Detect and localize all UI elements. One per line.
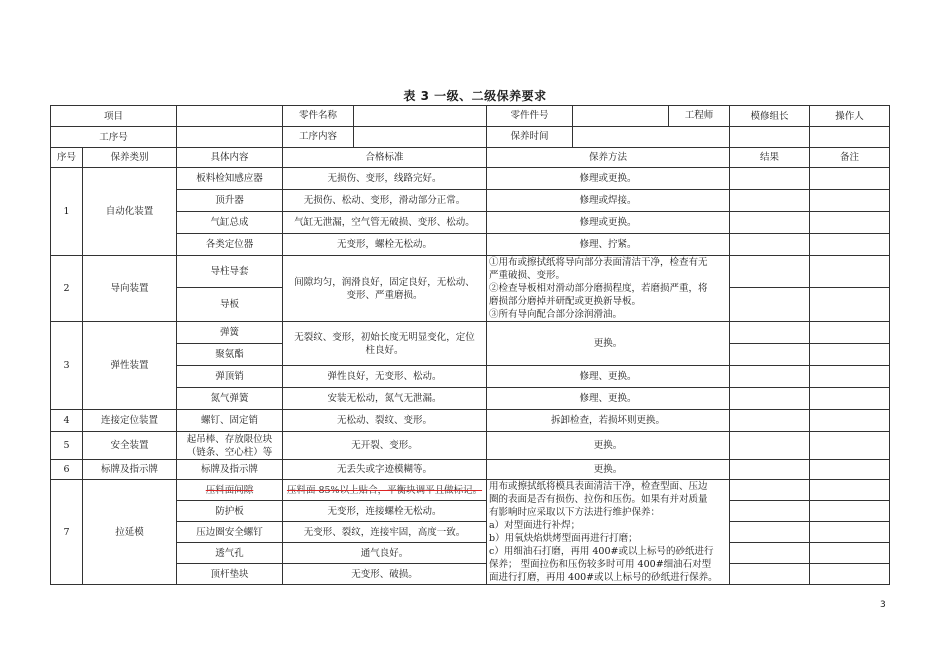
table-row — [51, 168, 890, 190]
remark-cell[interactable] — [810, 322, 890, 344]
content-cell: 螺钉、固定销 — [177, 410, 283, 432]
result-cell[interactable] — [730, 256, 810, 288]
remark-cell[interactable] — [810, 501, 890, 522]
remark-cell[interactable] — [810, 168, 890, 190]
part-no-value[interactable] — [573, 106, 669, 126]
content-cell: 标牌及指示牌 — [177, 460, 283, 480]
content-cell: 压边圈安全螺钉 — [177, 522, 283, 543]
method-cell — [487, 256, 730, 322]
method-line: 严重破损、变形。 — [489, 270, 566, 281]
standard-cell — [283, 322, 487, 366]
remark-cell[interactable] — [810, 234, 890, 256]
group-category: 连接定位装置 — [83, 410, 177, 432]
method-line: ③所有导向配合部分涂润滑油。 — [489, 309, 623, 320]
content-cell — [177, 480, 283, 501]
table-row — [51, 432, 890, 460]
table-row — [51, 388, 890, 410]
result-cell[interactable] — [730, 190, 810, 212]
group-no: 4 — [51, 410, 83, 432]
remark-cell[interactable] — [810, 212, 890, 234]
result-cell[interactable] — [730, 234, 810, 256]
process-content-label: 工序内容 — [283, 127, 354, 147]
result-cell[interactable] — [730, 322, 810, 344]
content-line: 起吊棒、存放限位块 — [186, 433, 273, 445]
group-category: 弹性装置 — [83, 322, 177, 410]
method-line: 面进行打磨，再用 400#或以上标号的砂纸进行保养。 — [489, 572, 718, 583]
col-header-method: 保养方法 — [487, 148, 730, 168]
table-row — [51, 366, 890, 388]
standard-cell: 安装无松动，氮气无泄漏。 — [283, 388, 487, 410]
team-leader-value[interactable] — [730, 127, 810, 148]
result-cell[interactable] — [730, 543, 810, 564]
content-cell: 导板 — [177, 288, 283, 322]
result-cell[interactable] — [730, 366, 810, 388]
method-line: a）对型面进行补焊； — [489, 520, 581, 531]
method-line: 保养； 型面拉伤和压伤较多时可用 400#细油石对型 — [489, 559, 712, 570]
method-cell: 更换。 — [487, 460, 730, 480]
column-header-row — [51, 148, 890, 168]
table-row — [51, 543, 890, 564]
maintenance-table — [50, 105, 890, 585]
remark-cell[interactable] — [810, 288, 890, 322]
content-cell: 防护板 — [177, 501, 283, 522]
part-no-label: 零件件号 — [487, 106, 573, 126]
header-row-2 — [51, 127, 890, 148]
standard-line: 间隙均匀，润滑良好，固定良好，无松动、 — [294, 276, 475, 288]
method-line: 用布或擦拭纸将模具表面清洁干净，检查型面、压边 — [489, 481, 708, 492]
table-row — [51, 234, 890, 256]
content-cell: 板料检知感应器 — [177, 168, 283, 190]
table-title: 表 3 一级、二级保养要求 — [403, 89, 547, 103]
standard-cell: 无变形，连接螺栓无松动。 — [283, 501, 487, 522]
struck-content: 压料面间隙 — [205, 484, 254, 496]
maint-time-label: 保养时间 — [487, 127, 573, 147]
team-leader-label: 模修组长 — [730, 106, 810, 127]
remark-cell[interactable] — [810, 256, 890, 288]
group-no: 1 — [51, 168, 83, 256]
remark-cell[interactable] — [810, 543, 890, 564]
standard-line: 无裂纹、变形，初始长度无明显变化，定位 — [294, 331, 475, 343]
group-category: 安全装置 — [83, 432, 177, 460]
standard-cell — [283, 256, 487, 322]
page-number: 3 — [880, 600, 886, 610]
remark-cell[interactable] — [810, 564, 890, 585]
table-row — [51, 480, 890, 501]
method-line: ①用布或擦拭纸将导向部分表面清洁干净，检查有无 — [489, 257, 708, 268]
content-cell: 氮气弹簧 — [177, 388, 283, 410]
content-cell: 各类定位器 — [177, 234, 283, 256]
standard-cell: 无损伤、变形，线路完好。 — [283, 168, 487, 190]
standard-cell: 无丢失或字迹模糊等。 — [283, 460, 487, 480]
col-header-remark: 备注 — [810, 148, 890, 168]
item-label: 项目 — [51, 106, 177, 127]
table-row — [51, 256, 890, 288]
remark-cell[interactable] — [810, 522, 890, 543]
standard-line: 柱良好。 — [365, 344, 404, 356]
method-line: ②检查导板相对滑动部分磨损程度，若磨损严重，将 — [489, 283, 708, 294]
standard-cell: 无变形，螺栓无松动。 — [283, 234, 487, 256]
maint-time-value[interactable] — [573, 127, 729, 147]
struck-standard: 压料面 85%以上贴合，平衡块调平且做标记。 — [286, 484, 483, 496]
remark-cell[interactable] — [810, 410, 890, 432]
result-cell[interactable] — [730, 501, 810, 522]
table-row — [51, 410, 890, 432]
result-cell[interactable] — [730, 288, 810, 322]
table-row — [51, 564, 890, 585]
table-row — [51, 212, 890, 234]
col-header-result: 结果 — [730, 148, 810, 168]
standard-cell: 无开裂、变形。 — [283, 432, 487, 460]
group-category: 自动化装置 — [83, 168, 177, 256]
method-cell: 修理或更换。 — [487, 168, 730, 190]
content-cell: 顶升器 — [177, 190, 283, 212]
method-cell: 拆卸检查，若损坏则更换。 — [487, 410, 730, 432]
result-cell[interactable] — [730, 522, 810, 543]
method-cell — [487, 480, 730, 585]
table-row — [51, 460, 890, 480]
method-cell: 修理、更换。 — [487, 366, 730, 388]
standard-cell: 通气良好。 — [283, 543, 487, 564]
standard-cell: 气缸无泄漏，空气管无破损、变形、松动。 — [283, 212, 487, 234]
remark-cell[interactable] — [810, 460, 890, 480]
group-no: 7 — [51, 480, 83, 585]
method-cell: 修理、更换。 — [487, 388, 730, 410]
method-line: 圈的表面是否有损伤、拉伤和压伤。如果有并对质量 — [489, 494, 708, 505]
standard-cell: 无损伤、松动、变形，滑动部分正常。 — [283, 190, 487, 212]
result-cell[interactable] — [730, 460, 810, 480]
group-no: 6 — [51, 460, 83, 480]
method-cell: 更换。 — [487, 322, 730, 366]
process-no-value[interactable] — [177, 127, 283, 148]
content-cell: 弹簧 — [177, 322, 283, 344]
group-no: 3 — [51, 322, 83, 410]
method-line: b）用氧炔焰烘烤型面再进行打磨； — [489, 533, 638, 544]
result-cell[interactable] — [730, 388, 810, 410]
table-row — [51, 322, 890, 344]
group-category: 标牌及指示牌 — [83, 460, 177, 480]
remark-cell[interactable] — [810, 190, 890, 212]
table-row — [51, 522, 890, 543]
remark-cell[interactable] — [810, 480, 890, 501]
result-cell[interactable] — [730, 212, 810, 234]
result-cell[interactable] — [730, 168, 810, 190]
group-category: 拉延模 — [83, 480, 177, 585]
col-header-standard: 合格标准 — [283, 148, 487, 168]
content-line: （链条、空心柱）等 — [186, 446, 273, 458]
content-cell: 顶杆垫块 — [177, 564, 283, 585]
standard-cell: 无变形、破损。 — [283, 564, 487, 585]
remark-cell[interactable] — [810, 366, 890, 388]
engineer-label: 工程师 — [684, 110, 714, 121]
result-cell[interactable] — [730, 410, 810, 432]
method-line: c）用细油石打磨，再用 400#或以上标号的砂纸进行 — [489, 546, 714, 557]
content-cell: 气缸总成 — [177, 212, 283, 234]
table-row — [51, 501, 890, 522]
method-cell: 修理或焊接。 — [487, 190, 730, 212]
result-cell[interactable] — [730, 344, 810, 366]
remark-cell[interactable] — [810, 344, 890, 366]
col-header-content: 具体内容 — [177, 148, 283, 168]
part-name-value[interactable] — [354, 106, 486, 126]
content-cell: 透气孔 — [177, 543, 283, 564]
process-no-label: 工序号 — [51, 127, 177, 148]
standard-cell: 无松动、裂纹、变形。 — [283, 410, 487, 432]
standard-cell — [283, 480, 487, 501]
content-cell: 聚氨酯 — [177, 344, 283, 366]
header-row-1 — [51, 106, 890, 127]
method-line: 磨损部分磨掉并研配或更换新导板。 — [489, 296, 642, 307]
process-content-value[interactable] — [354, 127, 486, 147]
method-cell: 更换。 — [487, 432, 730, 460]
method-cell: 修理、拧紧。 — [487, 234, 730, 256]
table-row — [51, 190, 890, 212]
group-category: 导向装置 — [83, 256, 177, 322]
operator-label: 操作人 — [810, 106, 890, 127]
remark-cell[interactable] — [810, 432, 890, 460]
content-cell: 弹顶销 — [177, 366, 283, 388]
item-value-cell[interactable] — [177, 106, 283, 127]
remark-cell[interactable] — [810, 388, 890, 410]
result-cell[interactable] — [730, 432, 810, 460]
standard-cell: 无变形、裂纹，连接牢固，高度一致。 — [283, 522, 487, 543]
standard-cell: 弹性良好，无变形、松动。 — [283, 366, 487, 388]
col-header-category: 保养类别 — [83, 148, 177, 168]
group-no: 2 — [51, 256, 83, 322]
col-header-no: 序号 — [51, 148, 83, 168]
method-cell: 修理或更换。 — [487, 212, 730, 234]
group-no: 5 — [51, 432, 83, 460]
content-cell — [177, 432, 283, 460]
standard-line: 变形、严重磨损。 — [346, 289, 423, 301]
result-cell[interactable] — [730, 564, 810, 585]
operator-value[interactable] — [810, 127, 890, 148]
result-cell[interactable] — [730, 480, 810, 501]
part-name-label: 零件名称 — [283, 106, 354, 126]
method-line: 有影响时应采取以下方法进行维护保养： — [489, 507, 661, 518]
content-cell: 导柱导套 — [177, 256, 283, 288]
